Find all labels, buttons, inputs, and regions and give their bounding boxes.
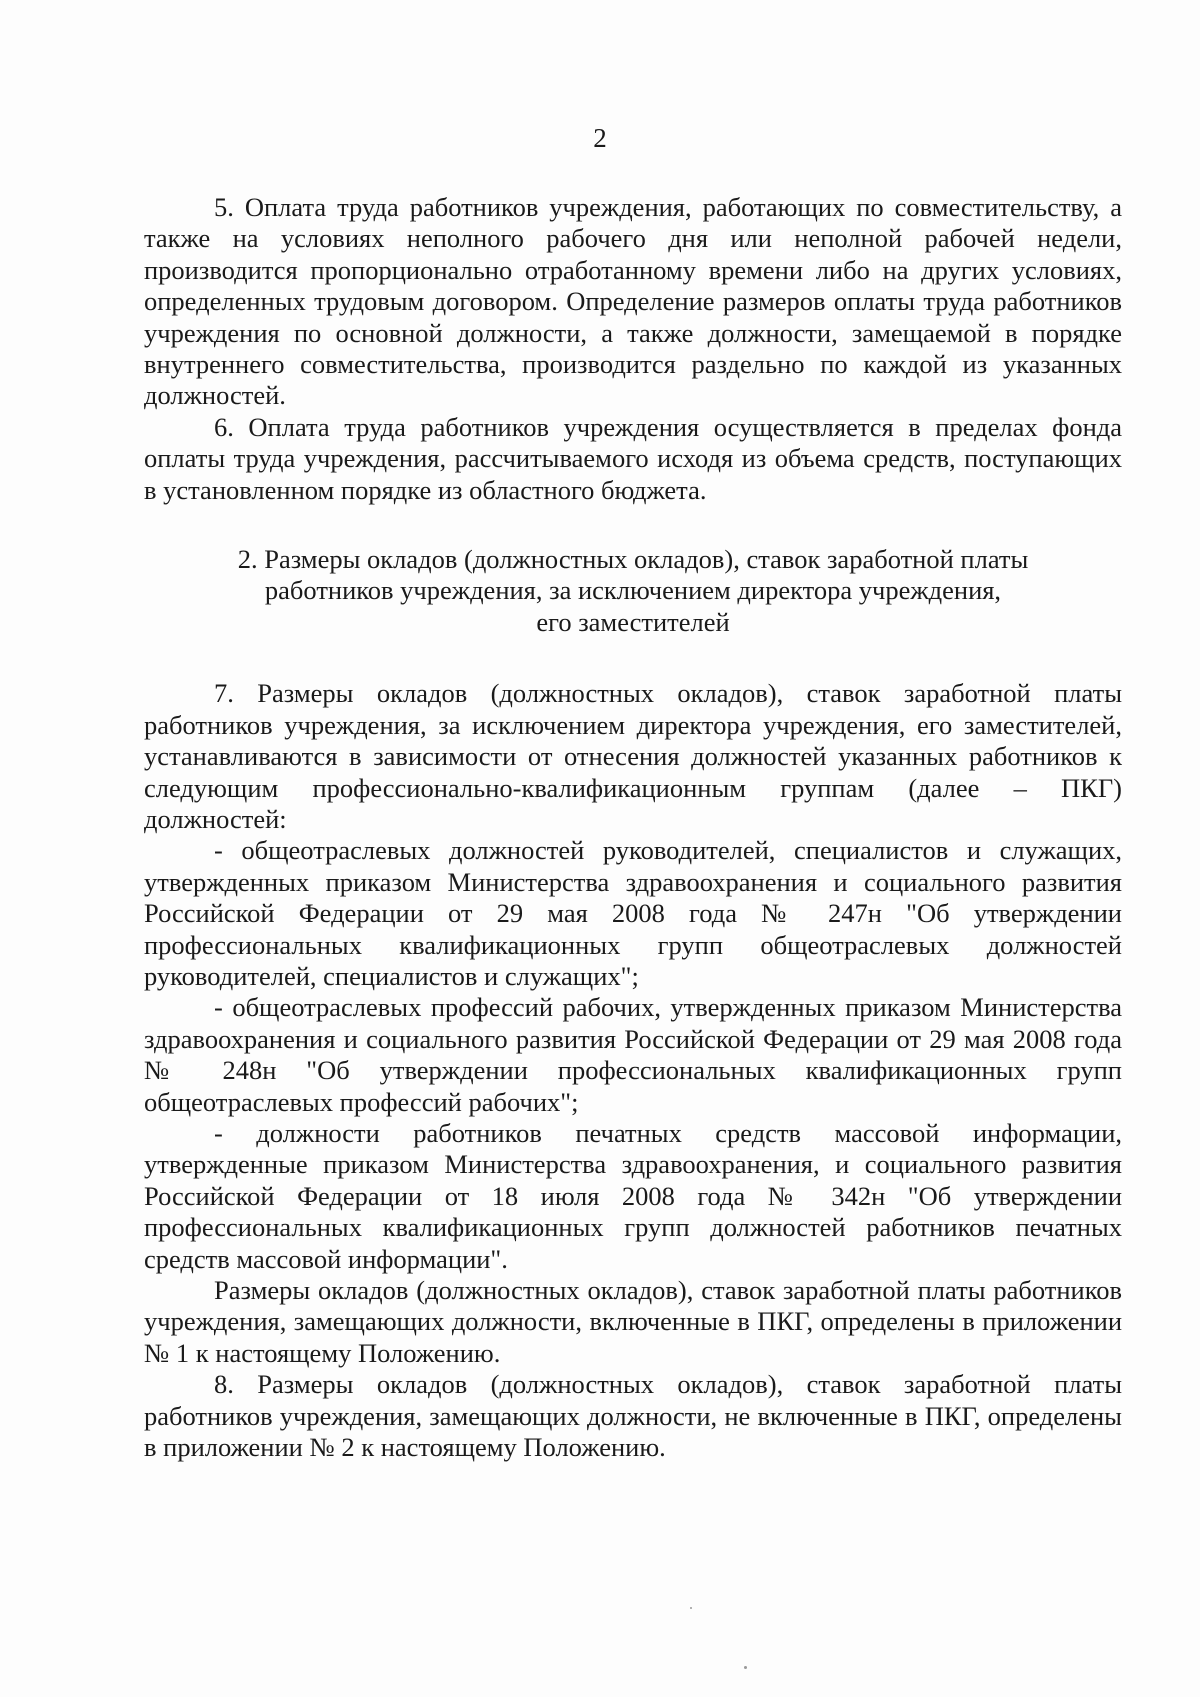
list-item-pkg-247n: - общеотраслевых должностей руководителей, специалистов и служащих, утвержденных приказом Министерства здравоохранения и социального развития Российской Федерации от 29 мая 2008 года № 247н "Об утверждении профессиональных квалификационных групп общеотраслевых должностей руководителей, специалистов и служащих"; (144, 835, 1122, 991)
scan-artifact-dot (690, 1607, 692, 1609)
paragraph-5: 5. Оплата труда работников учреждения, работающих по совместительству, а также на условиях неполного рабочего дня или неполной рабочей недели, производится пропорционально отработанному времени либо на других условиях, определенных трудовым договором. Определение размеров оплаты труда работников учреждения по основной должности, а также должности, замещаемой в порядке внутреннего совместительства, производится раздельно по каждой из указанных должностей. (144, 192, 1122, 411)
scan-artifact-dot (744, 1666, 747, 1669)
paragraph-7: 7. Размеры окладов (должностных окладов), ставок заработной платы работников учреждения, за исключением директора учреждения, его заместителей, устанавливаются в зависимости от отнесения должностей указанных работников к следующим профессионально-квалификационным группам (далее – ПКГ) должностей: (144, 678, 1122, 834)
paragraph-pkg-sizes: Размеры окладов (должностных окладов), ставок заработной платы работников учреждения, замещающих должности, включенные в ПКГ, определены в приложении № 1 к настоящему Положению. (144, 1275, 1122, 1368)
page-number: 2 (593, 123, 607, 153)
section-heading-line-3: его заместителей (536, 606, 730, 637)
paragraph-6: 6. Оплата труда работников учреждения осуществляется в пределах фонда оплаты труда учреждения, рассчитываемого исходя из объема средств, поступающих в установленном порядке из областного бюджета. (144, 411, 1122, 505)
list-item-pkg-342n: - должности работников печатных средств массовой информации, утвержденные приказом Министерства здравоохранения, и социального развития Российской Федерации от 18 июля 2008 года № 342н "Об утверждении профессиональных квалификационных групп должностей работников печатных средств массовой информации". (144, 1117, 1122, 1274)
paragraph-8: 8. Размеры окладов (должностных окладов), ставок заработной платы работников учреждения, замещающих должности, не включенные в ПКГ, определены в приложении № 2 к настоящему Положению. (144, 1369, 1122, 1463)
document-body (144, 192, 1122, 1463)
section-heading (144, 544, 1122, 638)
section-heading-line-2: работников учреждения, за исключением директора учреждения, (264, 575, 1002, 606)
list-item-pkg-248n: - общеотраслевых профессий рабочих, утвержденных приказом Министерства здравоохранения и социального развития Российской Федерации от 29 мая 2008 года № 248н "Об утверждении профессиональных квалификационных групп общеотраслевых профессий рабочих"; (144, 992, 1122, 1117)
section-heading-line-1: 2. Размеры окладов (должностных окладов), ставок заработной платы (237, 544, 1029, 575)
